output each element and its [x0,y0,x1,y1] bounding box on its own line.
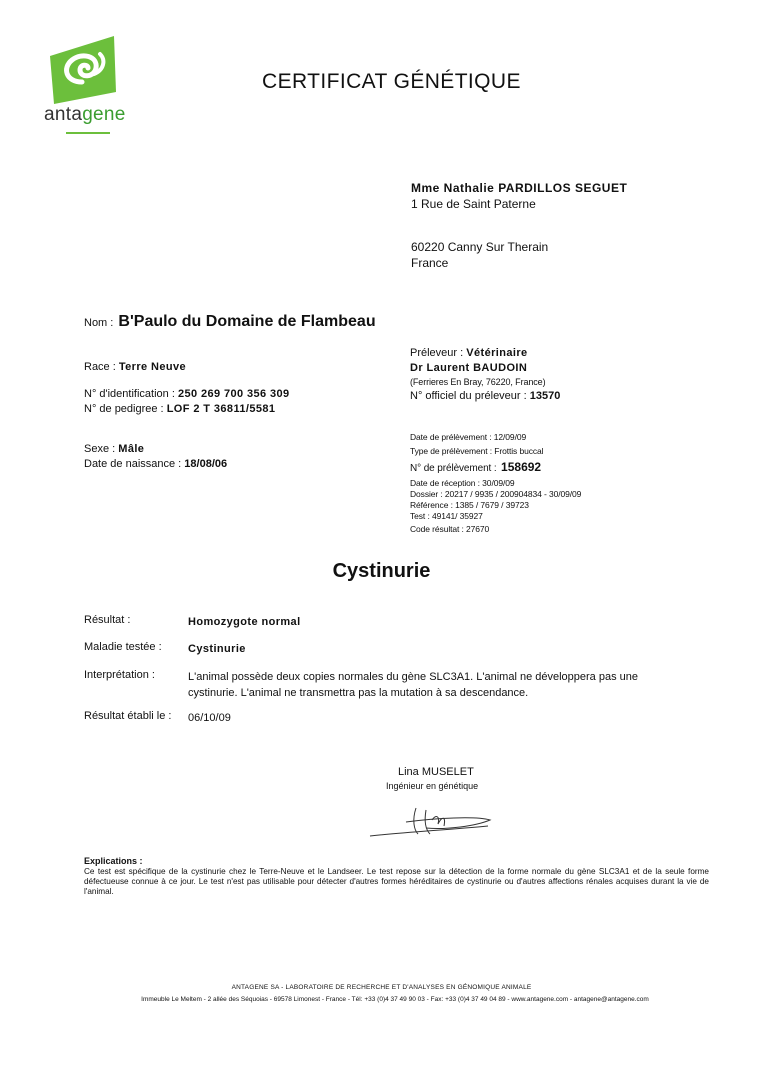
prelevement-num-label: N° de prélèvement : [410,463,497,474]
owner-country: France [411,256,449,270]
preleveur-label: Préleveur : [410,347,464,359]
sex-birth-block [84,442,227,472]
resultat-value: Homozygote normal [188,616,301,628]
footer-company: ANTAGENE SA - LABORATOIRE DE RECHERCHE ET D'ANALYSES EN GÉNOMIQUE ANIMALE [231,984,532,991]
race-row [84,360,186,375]
sexe-label: Sexe : [84,443,116,455]
reference: Référence : 1385 / 7679 / 39723 [410,500,529,510]
owner-city: 60220 Canny Sur Therain [411,240,549,254]
race-label: Race : [84,361,116,373]
section-title: Cystinurie [332,560,431,582]
test: Test : 49141/ 35927 [410,511,483,521]
preleveur-type: Vétérinaire [466,347,528,359]
explications-text: Ce test est spécifique de la cystinurie chez le Terre-Neuve et le Landseer. Le test repose sur la détection de la forme normale du gène SLC3A1 et de la seule forme défectueuse connue à ce jour. Le test n'est pas utilisable pour détecter d'autres formes héréditaires de cystinurie ou d'autres affections rénales acquises durant la vie de l'animal. [84,867,709,896]
pedigree-value: LOF 2 T 36811/5581 [166,403,276,415]
preleveur-location: (Ferrieres En Bray, 76220, France) [410,377,546,387]
owner-address-city [411,239,548,271]
signatory-name: Lina MUSELET [398,766,474,778]
id-value: 250 269 700 356 309 [177,388,290,400]
id-label: N° d'identification : [84,388,175,400]
owner-street: 1 Rue de Saint Paterne [411,197,536,211]
etabli-label: Résultat établi le : [84,710,172,722]
nom-label: Nom : [84,317,114,329]
owner-address [411,180,627,212]
preleveur-block [410,346,560,404]
footer-address: Immeuble Le Meltem - 2 allée des Séquoias - 69578 Limonest - France - Tél: +33 (0)4 37 49 90 03 - Fax: +33 (0)4 37 49 04 89 - www.antagene.com - antagene@antagene.com [141,996,649,1003]
officiel-label: N° officiel du préleveur : [410,390,527,402]
dossier: Dossier : 20217 / 9935 / 200904834 - 30/09/09 [410,489,582,499]
prelevement-type: Type de prélèvement : Frottis buccal [410,446,544,456]
sexe-value: Mâle [118,443,145,455]
interpretation-label: Interprétation : [84,669,155,681]
signature-image [366,800,496,850]
identification-block [84,387,290,417]
reception-date: Date de réception : 30/09/09 [410,478,515,488]
code-resultat: Code résultat : 27670 [410,524,490,534]
maladie-label: Maladie testée : [84,641,162,653]
race-value: Terre Neuve [118,361,187,373]
reception-block [410,478,581,535]
page-title: CERTIFICAT GÉNÉTIQUE [262,70,521,93]
prelevement-date: Date de prélèvement : 12/09/09 [410,432,527,442]
maladie-value: Cystinurie [188,643,246,655]
pedigree-label: N° de pedigree : [84,403,164,415]
logo-underline [66,132,110,134]
naissance-value: 18/08/06 [184,458,228,470]
explications-title: Explications : [84,856,143,866]
logo-mark-icon [44,34,134,106]
owner-name: Mme Nathalie PARDILLOS SEGUET [411,181,628,195]
prelevement-block [410,430,543,476]
resultat-label: Résultat : [84,614,131,626]
preleveur-name: Dr Laurent BAUDOIN [410,362,528,374]
signatory-role: Ingénieur en génétique [386,781,479,791]
etabli-value: 06/10/09 [188,712,231,724]
animal-name: B'Paulo du Domaine de Flambeau [118,313,376,330]
prelevement-num: 158692 [501,460,542,474]
naissance-label: Date de naissance : [84,458,182,470]
officiel-value: 13570 [529,390,561,402]
logo-wordmark: antagene [44,104,126,125]
interpretation-value: L'animal possède deux copies normales du gène SLC3A1. L'animal ne développera pas une cystinurie. L'animal ne transmettra pas la mutation à sa descendance. [188,671,639,699]
animal-name-row [84,313,376,331]
